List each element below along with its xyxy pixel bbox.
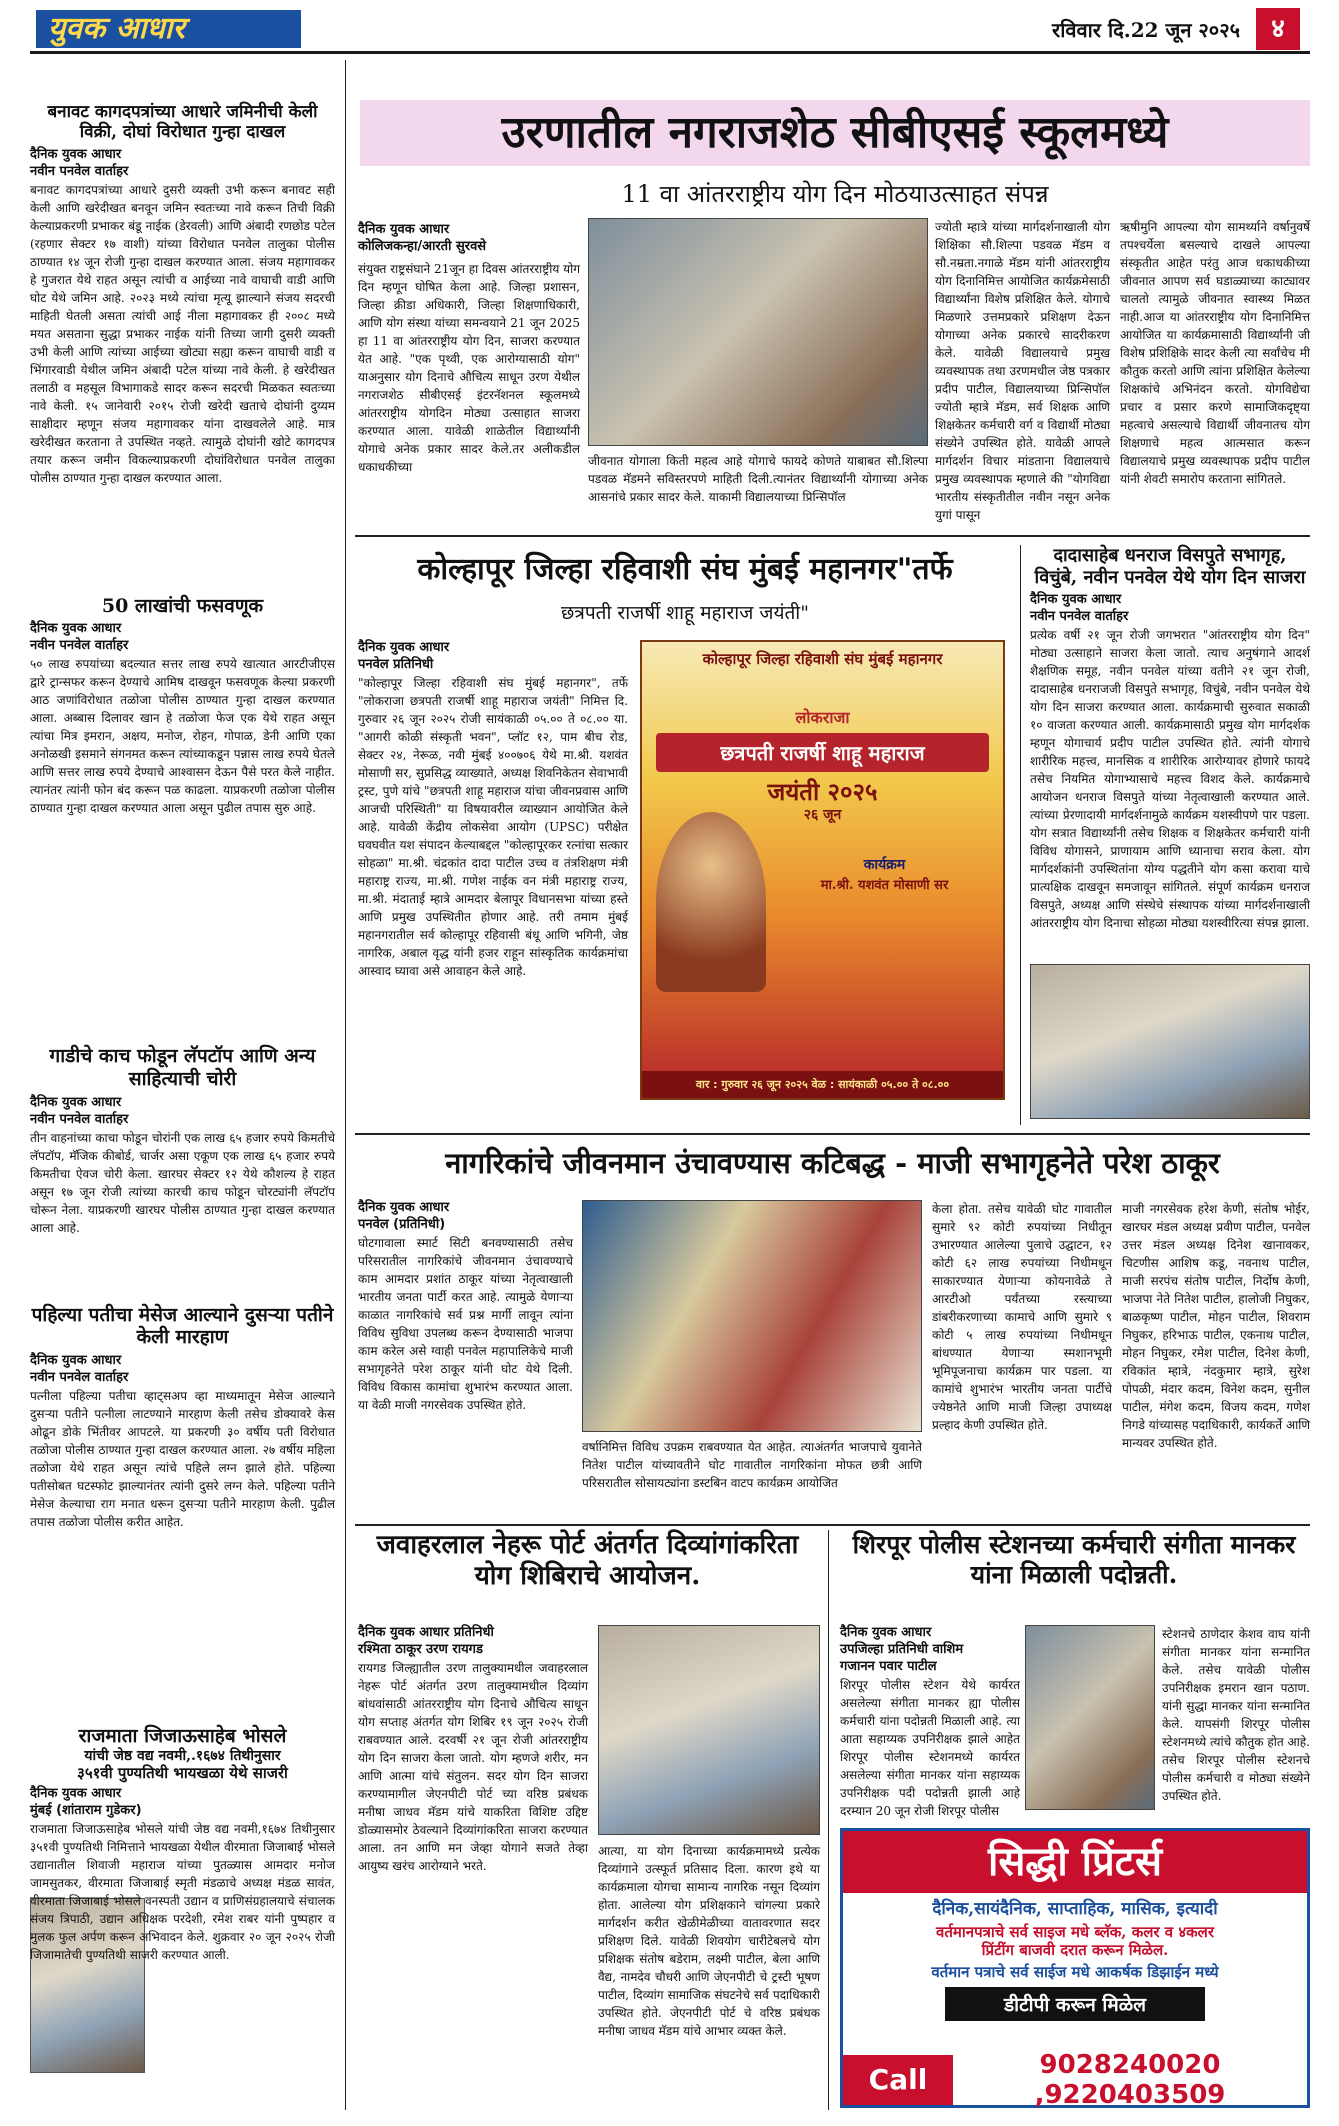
article-body: आत्या, या योग दिनाच्या कार्यक्रमामध्ये प्रत्येक दिव्यांगाने उत्स्फूर्त प्रतिसाद दिला. कारण इथे या कार्यक्रमाला योगचा सामान्य नागरिक नसून दिव्यांग होता. आलेल्या योग प्रशिक्षकाने चांगल्या प्रकारे मार्गदर्शन करीत खेळीमेळीच्या वातावरणात सदर प्रशिक्षण दिले. यावेळी शिवयोग चारीटेबलचे योग प्रशिक्षक संतोष बडेराम, लक्ष्मी पाटील, बेला आणि वैद्य, नामदेव चौधरी आणि जेएनपीटी चे ट्रस्टी भूषण पाटील, दिव्यांग सामाजिक संघटनेचे सर्व पदाधिकारी उपस्थित होते. जेएनपीटी पोर्ट चे वरिष्ठ प्रबंधक मनीषा जाधव मॅडम यांचे आभार व्यक्त केले. [598,1844,820,2038]
article-body: तीन वाहनांच्या काचा फोडून चोरांनी एक लाख ६५ हजार रुपये किमतीचे लॅपटॉप, मॅजिक कीबोर्ड, चार्जर असा एकूण एक लाख ६५ हजार रुपये किमतीचा ऐवज चोरी केला. खारघर सेक्टर १२ येथे कौशल्य हे राहत असून १७ जून रोजी त्यांच्या कारची काच फोडून चोरट्यांनी लॅपटॉप चोरून नेला. याप्रकरणी खारघर पोलीस ठाण्यात गुन्हा दाखल करण्यात आला आहे. [30,1130,335,1235]
portrait-figure [656,812,766,992]
jnpt-headline: जवाहरलाल नेहरू पोर्ट अंतर्गत दिव्यांगांकरिता योग शिबिराचे आयोजन. [376,1530,799,1592]
phone-numbers: 9028240020 ,9220403509 [1034,2050,1226,2110]
jnpt-text [358,1625,588,2110]
article-title: पहिल्या पतीचा मेसेज आल्याने दुसऱ्या पतीने केली मारहाण [31,1303,334,1349]
section-divider [355,1133,1310,1135]
poster-lokraja: लोकराजा [795,708,850,727]
article-title: गाडीचे काच फोडून लॅपटॉप आणि अन्य साहित्याची चोरी [49,1045,316,1090]
article-body: रायगड जिल्ह्यातील उरण तालुक्यामधील जवाहरलाल नेहरू पोर्ट अंतर्गत उरण तालुक्यामधील दिव्यांग बांधवांसाठी आंतरराष्ट्रीय योग दिनाचे औचित्य साधून योग सप्ताह अंतर्गत योग शिबिर १९ जून २०२५ रोजी राबवण्यात आले. दरवर्षी २१ जून रोजी आंतरराष्ट्रीय योग दिन साजरा केला जातो. योग म्हणजे शरीर, मन आणि आत्मा यांचे संतुलन. सदर योग दिन साजरा करण्यामागील जेएनपीटी पोर्ट च्या वरिष्ठ प्रबंधक मनीषा जाधव मॅडम यांचे याकरिता विशिष्ट उद्दिष्ट डोळ्यासमोर ठेवल्याने दिव्यांगांकरिता साजरा करण्यात आला. तन आणि मन जेव्हा योगाने सजते तेव्हा आयुष्य खरंच आरोग्याने भरते. [358,1660,588,1873]
thakur-headline: नागरिकांचे जीवनमान उंचावण्यास कटिबद्ध - माजी सभागृहनेते परेश ठाकूर [445,1146,1220,1180]
article-body: शिरपूर पोलीस स्टेशन येथे कार्यरत असलेल्या संगीता मानकर ह्या पोलीस कर्मचारी यांना पदोन्नती मिळाली आहे. त्या आता सहाय्यक उपनिरीक्षक झाले आहेत शिरपूर पोलीस स्टेशनमध्ये कार्यरत असलेल्या संगीता मानकर यांना सहाय्यक उपनिरीक्षक पदी पदोन्नती झाली आहे दरम्यान 20 जून रोजी शिरपूर पोलीस [840,1677,1020,1818]
article-title: 50 लाखांची फसवणूक [101,594,264,617]
article-body: ऋषीमुनि आपल्या योग सामर्थ्याने वर्षानुवर्षे तपश्चर्येला बसल्याचे दाखले आपल्या संस्कृतीत आहेत परंतु आज धकाधकीच्या जीवनात आपण सर्व घडाळ्याच्या काट्यावर चालतो त्यामुळे जीवनात स्वास्थ्य मिळत नाही.आज या आंतरराष्ट्रीय योग दिनानिमित्त आयोजित या कार्यक्रमासाठी विद्यार्थ्यांनी जी विशेष प्रशिक्षिके सादर केली त्या सर्वांचेच मी कौतुक करतो आणि त्यांना प्रशिक्षित केलेल्या शिक्षकांचे अभिनंदन करतो. योगविद्येचा प्रचार व प्रसार करणे सामाजिकदृष्ट्या महत्वाचे असल्याचे विद्यार्थी जीवनातच योग शिक्षणाचे महत्व आत्मसात करून विद्यालयाचे प्रमुख व्यवस्थापक प्रदीप पाटील यांनी शेवटी समारोप करताना सांगितले. [1120,220,1310,486]
poster-footer: वार : गुरुवार २६ जून २०२५ वेळ : सायंकाळी ०५.०० ते ०८.०० [642,1071,1003,1098]
main-headline-band [360,100,1310,166]
ad-line: प्रिंटींग बाजवी दरात करून मिळेल. [981,1941,1169,1960]
byline: दैनिक युवक आधार प्रतिनिधी रश्मिता ठाकूर उरण रायगड [358,1625,494,1657]
byline: दैनिक युवक आधार नवीन पनवेल वार्ताहर [30,621,129,654]
article-body: ५० लाख रुपयांच्या बदल्यात सत्तर लाख रुपये खात्यात आरटीजीएस द्वारे ट्रान्सफर करून देण्याचे आमिष दाखवून फसवणूक केल्या प्रकरणी आठ जणांविरोधात तळोजा पोलीस ठाण्यात गुन्हा दाखल करण्यात आला. अब्बास दिलावर खान हे तळोजा फेज एक येथे राहत असून त्यांचा मित्र इमरान, अक्षय, मनोज, रोहन, गोपाळ, डेनी आणि एका अनोळखी इसमाने संगनमत करून त्यांच्याकडून पन्नास लाख रुपये घेतले आणि सत्तर लाख रुपये देण्याचे आश्वासन देऊन पैसे परत केले नाहीत. त्यानंतर त्यांनी फोन बंद करून पळ काढला. याप्रकरणी तळोजा पोलीस ठाण्यात गुन्हा दाखल करण्यात आला असून पुढील तपास सुरु आहे. [30,657,335,816]
shirpur-text [840,1625,1020,1820]
main-subhead: 11 वा आंतरराष्ट्रीय योग दिन मोठयाउत्साहत संपन्न [621,180,1049,208]
section-divider [355,1524,1310,1526]
shirpur-headline: शिरपूर पोलीस स्टेशनच्या कर्मचारी संगीता मानकर यांना मिळाली पदोन्नती. [852,1530,1296,1589]
byline: दैनिक युवक आधार नवीन पनवेल वार्ताहर [30,1094,129,1127]
article-subtitle: ३५१वी पुण्यतिथी भायखळा येथे साजरी [77,1764,288,1783]
ad-line: वर्तमानपत्राचे सर्व साइज मधे ब्लॅक, कलर व ४कलर [936,1923,1214,1942]
ad-title: सिद्धी प्रिंटर्स [843,1831,1307,1893]
newspaper-logo: युवक आधार [36,10,301,48]
ad-contact-row [843,2050,1307,2110]
main-headline: उरणातील नगराजशेठ सीबीएसई स्कूलमध्ये [501,107,1169,158]
article-body: "कोल्हापूर जिल्हा रहिवाशी संघ मुंबई महानगर", तर्फे "लोकराजा छत्रपती राजर्षी शाहू महाराज जयंती" निमित्त दि. गुरुवार २६ जून २०२५ रोजी सायंकाळी ०५.०० ते ०८.०० या. "आगरी कोळी संस्कृती भवन", प्लॉट १२, पाम बीच रोड, सेक्टर २४, नेरूळ, नवी मुंबई ४००७०६ येथे मा.श्री. यशवंत मोसाणी सर, सुप्रसिद्ध व्याख्याते, अध्यक्ष शिवनिकेतन सेवाभावी ट्रस्ट, पुणे यांचे "छत्रपती शाहू महाराज यांचा जीवनप्रवास आणि आजची परिस्थिती" या विषयावरील व्याख्यान आयोजित केले आहे. यावेळी केंद्रीय लोकसेवा आयोग (UPSC) परीक्षेत घवघवीत यश संपादन केल्याबद्दल "कोल्हापूरकर रत्नांचा सत्कार सोहळा" मा.श्री. चंद्रकांत दादा पाटील उच्च व तंत्रशिक्षण मंत्री महाराष्ट्र राज्य, मा.श्री. गणेश नाईक वन मंत्री महाराष्ट्र राज्य, मा.श्री. मंदाताई म्हात्रे आमदार बेलापूर विधानसभा यांच्या हस्ते आणि प्रमुख उपस्थितीत होणार आहे. तरी तमाम मुंबई महानगरातील सर्व कोल्हापूर रहिवासी बंधू आणि भगिनी, जेष्ठ नागरिक, अबाल वृद्ध यांनी हजर राहून सांस्कृतिक कार्यक्रमांचा आस्वाद घ्यावा असे आवाहन केले आहे. [358,675,628,978]
byline: दैनिक युवक आधार मुंबई (शांताराम गुडेकर) [30,1786,142,1819]
article-body: प्रत्येक वर्षी २१ जून रोजी जगभरात "आंतरराष्ट्रीय योग दिन" मोठ्या उत्साहाने साजरा केला जातो. त्याच अनुषंगाने आदर्श शैक्षणिक समूह, नवीन पनवेल यांच्या वतीने २१ जून रोजी, दादासाहेब धनराजजी विसपुते सभागृह, विचुंबे, नवीन पनवेल येथे योग दिन साजरा करण्यात आला. कार्यक्रमाची सुरुवात सकाळी १० वाजता करण्यात आली. कार्यक्रमासाठी प्रमुख योग मार्गदर्शक म्हणून योगाचार्य प्रदीप पाटील उपस्थित होते. त्यांनी योगाचे शारीरिक महत्त्व, मानसिक व शारीरिक आरोग्यावर होणारे फायदे तसेच नियमित योगाभ्यासाचे महत्त्व विशद केले. कार्यक्रमाचे आयोजन धनराज विसपुते यांच्या नेतृत्वाखाली करण्यात आले. त्यांच्या प्रेरणादायी मार्गदर्शनामुळे कार्यक्रम यशस्वीपणे पार पडला. योग सत्रात विद्यार्थ्यांनी तसेच शिक्षक व शिक्षकेतर कर्मचारी यांनी विविध योगासने, प्राणायाम आणि ध्यानाचा सराव केला. योग मार्गदर्शकांनी उपस्थितांना योग्य पद्धतीने योग कसा करावा याचे प्रात्यक्षिक दाखवून समजावून सांगितले. संपूर्ण कार्यक्रम धनराज विसपुते, अध्यक्ष आणि संस्थेचे संस्थापक यांच्या मार्गदर्शनाखाली आंतरराष्ट्रीय योग दिनाचा सोहळा मोठ्या यशस्वीरित्या संपन्न झाला. [1030,627,1310,930]
article-body: बनावट कागदपत्रांच्या आधारे दुसरी व्यक्ती उभी करून बनावट सही केली आणि खरेदीखत बनवून जमिन स्वतःच्या नावे करून तिची विक्री केल्याप्रकरणी प्रभाकर बंडू नाईक (डेरवली) आणि अंबादी रणछोड पटेल (रहणार सेक्टर १७ वाशी) यांच्या विरोधात पनवेल तालुका पोलीस ठाण्यात १४ जून रोजी गुन्हा दाखल करण्यात आला. संजय महागावकर हे गुजरात येथे राहत असून त्यांची व आईच्या नावे वाघाची वाडी आणि घोट येथे जमिन आहे. २०२३ मध्ये त्यांचा मृत्यू झाल्याने संजय सदरची माहिती घेतली असता त्यांची आई नीला महागावकर ही २००८ मध्ये मयत असताना सुद्धा प्रभाकर नाईक यांनी तिच्या जागी दुसरी व्यक्ती उभी केली आणि त्यांच्या आईच्या खोट्या सह्या करून वाघाची वाडी व भिंगारवाडी येथील जमिन अंबादी पटेल यांच्या नावे केली. हे खरेदीखत तलाठी व महसूल विभागाकडे सादर करून सदरची मिळकत स्वतःच्या नावे केली. १५ जानेवारी २०१५ रोजी खरेदी खताचे दोघांनी दुय्यम साक्षीदार म्हणून संजय महागावकर यांना दाखवलेले आहे. मात्र खरेदीखत करताना ते उपस्थित नव्हते. त्यामुळे दोघांनी खोटे कागदपत्र तयार करून जमीन विकल्याप्रकरणी दोघांविरोधात पनवेल तालुका पोलीस ठाण्यात गुन्हा दाखल करण्यात आला. [30,182,335,485]
ad-line: दैनिक,सायंदैनिक, साप्ताहिक, मासिक, इत्यादी [932,1899,1218,1919]
yoga-camp-photo [598,1625,820,1835]
dhanraj-article [1030,545,1310,1130]
poster-speaker: मा.श्री. यशवंत मोसाणी सर [820,877,949,893]
siddhi-printers-ad [840,1828,1310,2108]
yoga-hall-photo [1030,964,1310,1119]
poster-name: छत्रपती राजर्षी शाहू महाराज [656,733,989,772]
ad-line: वर्तमान पत्राचे सर्व साईज मधे आकर्षक डिझाईन मध्ये [931,1963,1219,1982]
poster-karyakram: कार्यक्रम [863,857,906,873]
article-subtitle: यांची जेष्ठ वद्य नवमी,.१६७४ तिथीनुसार [84,1747,281,1764]
section-divider [355,535,1310,537]
article-body: राजमाता जिजाऊसाहेब भोसले यांची जेष्ठ वद्य नवमी,१६७४ तिथीनुसार ३५१वी पुण्यतिथी निमित्ताने भायखळा येथील वीरमाता जिजाबाई भोसले उद्यानातील शिवाजी महाराज यांच्या पुतळ्यास आमदार मनोज जामसुतकर, वीरमाता जिजाबाई स्मृती मंडळाचे अध्यक्ष मंडळ सावंत, वीरमाता जिजाबाई भोसले वनस्पती उद्यान व प्राणिसंग्रहालयाचे संचालक संजय त्रिपाठी, उद्यान अधिक्षक परदेशी, रमेश राबर यांनी पुष्पहार व मुलक फुल अर्पण करून अभिवादन केले. शुक्रवार २० जून २०२५ रोजी जिजामातेची पुण्यतिथी साजरी करण्यात आली. [30,1822,336,1963]
kolhapur-headline: कोल्हापूर जिल्हा रहिवाशी संघ मुंबई महानगर"तर्फे [417,552,953,587]
promotion-photo [1025,1625,1155,1810]
poster-org-title: कोल्हापूर जिल्हा रहिवाशी संघ मुंबई महानगर [702,650,943,668]
article-block [30,1820,335,2080]
byline: दैनिक युवक आधार कोलिजकन्हा/आरती सुरवसे [358,222,487,254]
kolhapur-subhead: छत्रपती राजर्षी शाहू महाराज जयंती" [561,602,809,624]
jayanti-poster [640,640,1005,1100]
ad-dtp-banner: डीटीपी करून मिळेल [945,1987,1205,2021]
byline: दैनिक युवक आधार उपजिल्हा प्रतिनिधी वाशिम गजानन पवार पाटील [840,1625,964,1674]
photo-caption: वर्षानिमित्त विविध उपक्रम राबवण्यात येत आहेत. त्याअंतर्गत भाजपाचे युवानेते नितेश पाटील यांच्यावतीने घोट गावातील नागरिकांना मोफत छत्री आणि परिसरातील सोसायट्यांना डस्टबिन वाटप कार्यक्रम आयोजित [582,1440,922,1490]
article-body: केला होता. तसेच यावेळी घोट गावातील सुमारे ९२ कोटी रुपयांच्या निधीतून उभारण्यात आलेल्या पुलाचे उद्घाटन, १२ कोटी ६२ लाख रुपयांच्या निधीमधून साकारण्यात येणाऱ्या कोयनावेळे ते आरटीओ पर्यंतच्या रस्त्याच्या डांबरीकरणाच्या कामाचे आणि सुमारे ९ कोटी ५ लाख रुपयांच्या निधीमधून बांधण्यात येणाऱ्या स्मशानभूमी भूमिपूजनाचा कार्यक्रम पार पडला. या कामांचे शुभारंभ भारतीय जनता पार्टीचे ज्येष्ठनेते आणि माजी जिल्हा उपाध्यक्ष प्रल्हाद केणी उपस्थित होते. [932,1202,1112,1432]
article-title: बनावट कागदपत्रांच्या आधारे जमिनीची केली विक्री, दोघां विरोधात गुन्हा दाखल [47,102,318,143]
byline: दैनिक युवक आधार नवीन पनवेल वार्ताहर [30,146,129,179]
page-number: ४ [1256,8,1300,50]
article-body: स्टेशनचे ठाणेदार केशव वाघ यांनी संगीता मानकर यांना सन्मानित केले. तसेच यावेळी पोलीस उपनिरीक्षक इमरान खान पठाण. यांनी सुद्धा मानकर यांना सन्मानित केले. यापसंगी शिरपूर पोलीस स्टेशनमध्ये त्यांचे कौतुक होत आहे. तसेच शिरपूर पोलीस स्टेशनचे पोलीस कर्मचारी व मोठ्या संख्येने उपस्थित होते. [1162,1627,1310,1803]
article-body: घोटगावाला स्मार्ट सिटी बनवण्यासाठी तसेच परिसरातील नागरिकांचे जीवनमान उंचावण्याचे काम आमदार प्रशांत ठाकूर यांच्या नेतृत्वाखाली भारतीय जनता पार्टी करत आहे. त्यामुळे येणाऱ्या काळात नागरिकांचे सर्व प्रश्न मार्गी लावून त्यांना विविध सुविधा उपलब्ध करून देण्यासाठी भाजपा काम करेल असे ग्वाही पनवेल महापालिकेचे माजी सभागृहनेते परेश ठाकूर यांनी घोट येथे दिली. विविध विकास कामांचा शुभारंभ करण्यात आला. या वेळी माजी नगरसेवक उपस्थित होते. [358,1235,573,1412]
article-body: संयुक्त राष्ट्रसंघाने 21जून हा दिवस आंतरराष्ट्रीय योग दिन म्हणून घोषित केला आहे. जिल्हा प्रशासन, जिल्हा क्रीडा अधिकारी, जिल्हा शिक्षणाधिकारी, आणि योग संस्था यांच्या समन्वयाने 21 जून 2025 हा 11 वा आंतरराष्ट्रीय योग दिन, साजरा करण्यात येत आहे. "एक पृथ्वी, एक आरोग्यासाठी योग" याअनुसार योग दिनाचे औचित्य साधून उरण येथील नगराजशेठ सीबीएसई इंटरनॅशनल स्कूलमध्ये आंतरराष्ट्रीय योगदिन मोठ्या उत्साहात साजरा करण्यात आला. यावेळी शाळेतील विद्यार्थ्यांनी योगाचे अनेक प्रकार सादर केले.तर अलीकडील धकाधकीच्या [358,262,580,474]
article-body: पत्नीला पहिल्या पतीचा व्हाट्सअप व्हा माध्यमातून मेसेज आल्याने दुसऱ्या पतीने पत्नीला लाटण्याने मारहाण केली तसेच डोक्यावरे केस ओढून डोके भिंतीवर आपटले. या प्रकरणी ३० वर्षीय पती विरोधात तळोजा पोलीस ठाण्यात गुन्हा दाखल करण्यात आला. २७ वर्षीय महिला तळोजा येथे राहत असून त्यांचे पहिले लग्न झाले होते. पहिल्या पतीसोबत घटस्फोट झाल्यानंतर त्यांनी दुसरे लग्न केले. पहिल्या पतीने मेसेज केल्याचा राग मनात धरून दुसऱ्या पतीने मारहाण केली. पुढील तपास तळोजा पोलीस करीत आहेत. [30,1388,335,1529]
kolhapur-text [358,640,628,1130]
article-body: ज्योती म्हात्रे यांच्या मार्गदर्शनाखाली योग शिक्षिका सौ.शिल्पा पडवळ मॅडम व सौ.नम्रता.नगाळे मॅडम यांनी आंतरराष्ट्रीय योग दिनानिमित्त आयोजित कार्यक्रमेसाठी विद्यार्थ्यांना विशेष प्रशिक्षित केले. योगाचे मिळणारे उत्तमप्रकारे प्रशिक्षण देऊन योगाच्या अनेक प्रकारचे सादरीकरण केले. यावेळी विद्यालयाचे प्रमुख व्यवस्थापक तथा उरणमधील जेष्ठ पत्रकार प्रदीप पाटील, विद्यालयाच्या प्रिन्सिपॉल ज्योती म्हात्रे मॅडम, सर्व शिक्षक आणि शिक्षकेतर कर्मचारी वर्ग व विद्यार्थी मोठ्या संख्येने उपस्थित होते. यावेळी आपले मार्गदर्शन विचार मांडताना विद्यालयाचे प्रमुख व्यवस्थापक म्हणाले की "योगविद्या भारतीय संस्कृतीतील नवीन नसून अनेक युगां पासून [935,220,1110,522]
article-title: दादासाहेब धनराज विसपुते सभागृह, विचुंबे, नवीन पनवेल येथे योग दिन साजरा [1034,545,1306,588]
poster-date: २६ जून [803,806,842,823]
byline: दैनिक युवक आधार पनवेल प्रतिनिधी [358,640,450,672]
byline: दैनिक युवक आधार नवीन पनवेल वार्ताहर [1030,592,1129,625]
event-stage-photo [582,1200,922,1432]
column-divider [345,60,346,2110]
article-body: माजी नगरसेवक हरेश केणी, संतोष भोईर, खारघर मंडल अध्यक्ष प्रवीण पाटील, पनवेल उत्तर मंडल अध्यक्ष दिनेश खानावकर, चिटणीस आशिष कडू, नवनाथ पाटील, माजी सरपंच संतोष पाटील, निर्दोष केणी, भाजपा नेते नितेश पाटील, हालोजी निघुकर, बाळकृष्ण पाटील, मोहन पाटील, शिवराम निघुकर, हरिभाऊ पाटील, एकनाथ पाटील, मोहन निघुकर, रमेश पाटील, दिनेश केणी, रविकांत म्हात्रे, नंदकुमार म्हात्रे, सुरेश पोपळी, मंदार कदम, विनेश कदम, सुनील पाटील, मंगेश कदम, विजय कदम, गणेश निगडे यांच्यासह पदाधिकारी, कार्यकर्ते आणि मान्यवर उपस्थित होते. [1122,1202,1310,1450]
poster-jayanti: जयंती २०२५ [767,777,878,807]
call-label: Call [843,2055,953,2105]
column-divider [828,1530,829,2110]
byline: दैनिक युवक आधार नवीन पनवेल वार्ताहर [30,1353,129,1385]
article-title: राजमाता जिजाऊसाहेब भोसले [78,1724,287,1747]
column-divider [1020,545,1021,1125]
yoga-students-photo [588,218,928,446]
photo-caption: जीवनात योगाला किती महत्व आहे योगाचे फायदे कोणते याबाबत सौ.शिल्पा पडवळ मॅडमने सविस्तरपणे माहिती दिली.त्यानंतर विद्यार्थ्यांनी योगाच्या अनेक आसनांचे प्रकार सादर केले. याकामी विद्यालयाच्या प्रिन्सिपॉल [588,454,928,504]
byline: दैनिक युवक आधार पनवेल (प्रतिनिधी) [358,1200,450,1232]
masthead [30,8,1310,54]
issue-date: रविवार दि.22 जून २०२५ [1052,18,1240,42]
thakur-text [358,1200,573,1520]
left-column [30,102,335,2112]
